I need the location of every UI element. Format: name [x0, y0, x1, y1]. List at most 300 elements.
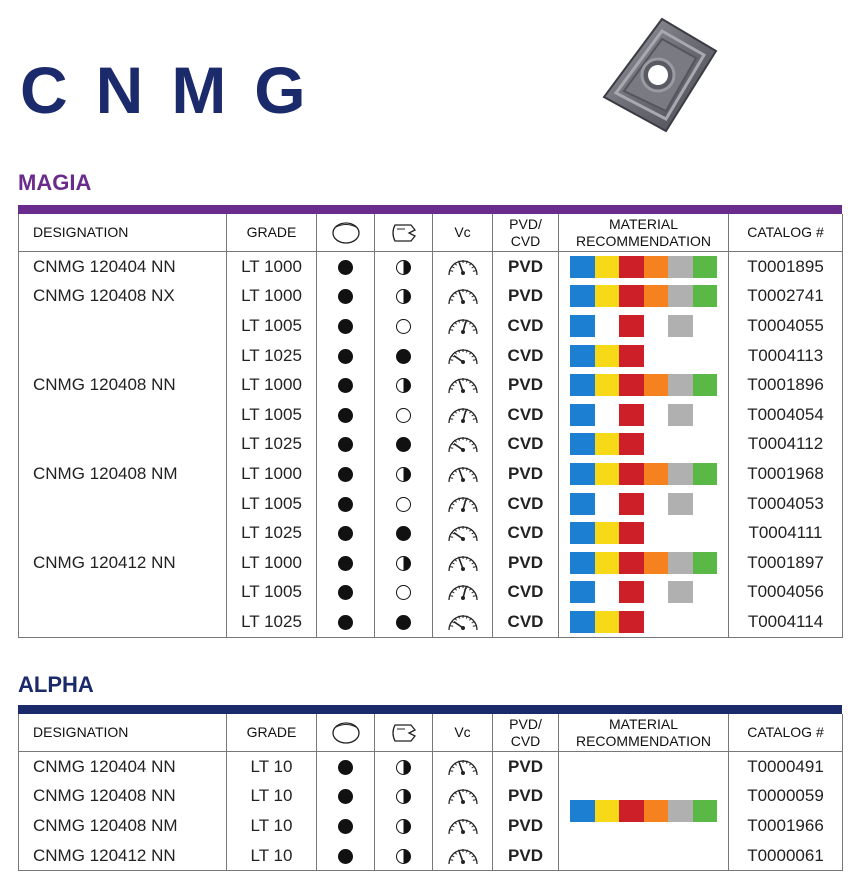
rating-dot-icon [338, 760, 353, 775]
section-bar-alpha [18, 705, 842, 714]
rating-dot-icon [338, 585, 353, 600]
rating-dot-icon [396, 349, 411, 364]
material-swatch [693, 800, 718, 822]
speed-gauge-icon [445, 815, 481, 834]
vc-gauge-cell [433, 578, 493, 608]
material-swatch [668, 552, 693, 574]
section-title-magia: MAGIA [18, 170, 92, 195]
vc-gauge-cell [433, 489, 493, 519]
header-catalog: CATALOG # [729, 214, 843, 252]
chipbreaker-rating-cell [375, 782, 433, 812]
material-swatch [570, 611, 595, 633]
table-header-row [19, 214, 843, 252]
material-swatch [619, 581, 644, 603]
material-swatch [644, 522, 669, 544]
material-swatch [570, 345, 595, 367]
material-swatch [693, 374, 718, 396]
material-swatch [570, 522, 595, 544]
catalog-cell: T0001895 [729, 252, 843, 282]
header-material-line2: RECOMMENDATION [575, 732, 712, 749]
page-title: CNMG [20, 53, 334, 127]
coating-cell: PVD [493, 252, 559, 282]
material-swatch [693, 493, 718, 515]
speed-gauge-icon [445, 345, 481, 364]
catalog-cell: T0004055 [729, 311, 843, 341]
header-vc [433, 214, 493, 252]
chipbreaker-rating-cell [375, 841, 433, 871]
material-cell [559, 548, 729, 578]
round-insert-rating-cell [317, 578, 375, 608]
speed-gauge-icon [445, 552, 481, 571]
header-catalog: CATALOG # [729, 714, 843, 752]
rating-dot-icon [338, 526, 353, 541]
coating-cell: PVD [493, 841, 559, 871]
speed-gauge-icon [445, 375, 481, 394]
material-swatch [693, 404, 718, 426]
material-swatch [619, 433, 644, 455]
header-coating-line1: PVD/ [509, 715, 542, 732]
vc-gauge-cell [433, 607, 493, 637]
designation-cell: CNMG 120408 NN [19, 782, 227, 812]
rating-dot-icon [396, 378, 411, 393]
rating-dot-icon [396, 526, 411, 541]
grade-cell: LT 1005 [227, 489, 317, 519]
material-swatch [668, 404, 693, 426]
speed-gauge-icon [445, 523, 481, 542]
material-cell [559, 607, 729, 637]
table-row [19, 752, 843, 782]
designation-cell: CNMG 120408 NN [19, 370, 227, 400]
material-swatch [619, 493, 644, 515]
material-swatch [619, 552, 644, 574]
rating-dot-icon [396, 556, 411, 571]
table-row [19, 311, 843, 341]
material-swatch [595, 345, 620, 367]
material-swatch [619, 800, 644, 822]
rating-dot-icon [396, 437, 411, 452]
rating-dot-icon [338, 615, 353, 630]
material-recommendation-strip [570, 345, 717, 367]
table-row [19, 400, 843, 430]
material-swatch [644, 404, 669, 426]
chipbreaker-rating-cell [375, 282, 433, 312]
grade-cell: LT 1000 [227, 548, 317, 578]
designation-cell: CNMG 120412 NN [19, 548, 227, 578]
material-swatch [595, 522, 620, 544]
material-swatch [595, 552, 620, 574]
material-recommendation-strip [570, 285, 717, 307]
material-swatch [693, 522, 718, 544]
catalog-cell: T0001897 [729, 548, 843, 578]
catalog-cell: T0000061 [729, 841, 843, 871]
material-cell [559, 489, 729, 519]
coating-cell: CVD [493, 578, 559, 608]
speed-gauge-icon [445, 256, 481, 275]
header-material [559, 714, 729, 752]
catalog-cell: T0004112 [729, 430, 843, 460]
coating-cell: PVD [493, 459, 559, 489]
material-swatch [644, 285, 669, 307]
header-round-insert-icon [317, 214, 375, 252]
table-row [19, 518, 843, 548]
rating-dot-icon [338, 289, 353, 304]
rating-dot-icon [338, 849, 353, 864]
chipbreaker-rating-cell [375, 370, 433, 400]
vc-gauge-cell [433, 518, 493, 548]
table-row [19, 607, 843, 637]
speed-gauge-icon [445, 786, 481, 805]
material-swatch [619, 315, 644, 337]
material-cell [559, 752, 729, 871]
section-bar-magia [18, 205, 842, 214]
material-swatch [619, 404, 644, 426]
chipbreaker-rating-cell [375, 752, 433, 782]
table-header-row [19, 714, 843, 752]
material-swatch [693, 611, 718, 633]
grade-cell: LT 1000 [227, 459, 317, 489]
material-swatch [668, 256, 693, 278]
rating-dot-icon [396, 849, 411, 864]
grade-cell: LT 10 [227, 782, 317, 812]
vc-gauge-cell [433, 311, 493, 341]
material-recommendation-strip [570, 552, 717, 574]
round-insert-rating-cell [317, 311, 375, 341]
header-coating [493, 714, 559, 752]
material-cell [559, 400, 729, 430]
header-coating-line2: CVD [510, 732, 541, 749]
material-swatch [693, 315, 718, 337]
round-insert-rating-cell [317, 400, 375, 430]
material-swatch [570, 463, 595, 485]
material-recommendation-strip [570, 315, 717, 337]
rating-dot-icon [338, 467, 353, 482]
grade-cell: LT 10 [227, 811, 317, 841]
catalog-cell: T0001896 [729, 370, 843, 400]
material-cell [559, 311, 729, 341]
material-swatch [668, 285, 693, 307]
header-grade: GRADE [227, 214, 317, 252]
header-material-line1: MATERIAL [609, 715, 678, 732]
coating-cell: PVD [493, 282, 559, 312]
header-coating [493, 214, 559, 252]
material-swatch [668, 315, 693, 337]
rating-dot-icon [338, 378, 353, 393]
material-recommendation-strip [570, 256, 717, 278]
round-insert-rating-cell [317, 282, 375, 312]
coating-cell: PVD [493, 548, 559, 578]
header-grade: GRADE [227, 714, 317, 752]
round-insert-rating-cell [317, 518, 375, 548]
material-swatch [668, 522, 693, 544]
material-swatch [644, 345, 669, 367]
material-recommendation-strip [570, 374, 717, 396]
speed-gauge-icon [445, 756, 481, 775]
material-swatch [595, 800, 620, 822]
grade-cell: LT 1025 [227, 341, 317, 371]
catalog-cell: T0000491 [729, 752, 843, 782]
rating-dot-icon [396, 615, 411, 630]
vc-gauge-cell [433, 370, 493, 400]
vc-gauge-cell [433, 782, 493, 812]
header-round-insert-icon [317, 714, 375, 752]
material-recommendation-strip [570, 404, 717, 426]
material-swatch [595, 611, 620, 633]
material-swatch [570, 256, 595, 278]
chipbreaker-rating-cell [375, 400, 433, 430]
round-insert-rating-cell [317, 782, 375, 812]
chipbreaker-rating-cell [375, 548, 433, 578]
vc-gauge-cell [433, 548, 493, 578]
table-row [19, 282, 843, 312]
designation-cell [19, 489, 227, 519]
table-row [19, 548, 843, 578]
material-swatch [668, 433, 693, 455]
designation-cell: CNMG 120408 NM [19, 459, 227, 489]
material-swatch [595, 463, 620, 485]
material-swatch [595, 404, 620, 426]
rating-dot-icon [338, 819, 353, 834]
coating-cell: PVD [493, 811, 559, 841]
material-swatch [570, 404, 595, 426]
material-swatch [570, 374, 595, 396]
grade-cell: LT 1000 [227, 370, 317, 400]
table-row [19, 489, 843, 519]
designation-cell [19, 578, 227, 608]
round-insert-rating-cell [317, 752, 375, 782]
designation-cell: CNMG 120408 NX [19, 282, 227, 312]
coating-cell: CVD [493, 430, 559, 460]
material-swatch [570, 315, 595, 337]
material-swatch [644, 433, 669, 455]
material-cell [559, 282, 729, 312]
material-swatch [644, 800, 669, 822]
material-swatch [668, 800, 693, 822]
round-insert-rating-cell [317, 489, 375, 519]
table-row [19, 341, 843, 371]
designation-cell [19, 341, 227, 371]
coating-cell: PVD [493, 370, 559, 400]
vc-gauge-cell [433, 400, 493, 430]
material-swatch [693, 581, 718, 603]
rating-dot-icon [396, 319, 411, 334]
material-swatch [693, 552, 718, 574]
vc-gauge-cell [433, 811, 493, 841]
catalog-cell: T0004056 [729, 578, 843, 608]
grade-cell: LT 10 [227, 752, 317, 782]
material-swatch [644, 611, 669, 633]
header-material-line2: RECOMMENDATION [575, 232, 712, 249]
material-swatch [668, 581, 693, 603]
catalog-cell: T0000059 [729, 782, 843, 812]
header-designation: DESIGNATION [19, 214, 227, 252]
material-swatch [619, 345, 644, 367]
table-row [19, 370, 843, 400]
vc-gauge-cell [433, 341, 493, 371]
material-swatch [595, 374, 620, 396]
catalog-cell: T0001966 [729, 811, 843, 841]
material-swatch [619, 374, 644, 396]
material-swatch [619, 285, 644, 307]
designation-cell [19, 430, 227, 460]
material-cell [559, 430, 729, 460]
catalog-cell: T0004114 [729, 607, 843, 637]
designation-cell [19, 518, 227, 548]
round-insert-rating-cell [317, 459, 375, 489]
table-row [19, 430, 843, 460]
material-cell [559, 459, 729, 489]
material-swatch [570, 552, 595, 574]
material-swatch [595, 433, 620, 455]
vc-gauge-cell [433, 430, 493, 460]
grade-cell: LT 1005 [227, 400, 317, 430]
header-chipbreaker-insert-icon [375, 214, 433, 252]
material-swatch [693, 285, 718, 307]
chipbreaker-rating-cell [375, 578, 433, 608]
rating-dot-icon [396, 408, 411, 423]
material-swatch [644, 256, 669, 278]
material-recommendation-strip [570, 433, 717, 455]
chipbreaker-rating-cell [375, 252, 433, 282]
rating-dot-icon [338, 789, 353, 804]
material-swatch [644, 493, 669, 515]
coating-cell: CVD [493, 489, 559, 519]
material-swatch [595, 581, 620, 603]
round-insert-rating-cell [317, 252, 375, 282]
material-swatch [570, 285, 595, 307]
round-insert-rating-cell [317, 811, 375, 841]
vc-gauge-cell [433, 282, 493, 312]
material-swatch [668, 374, 693, 396]
designation-cell: CNMG 120412 NN [19, 841, 227, 871]
round-insert-rating-cell [317, 430, 375, 460]
material-recommendation-strip [570, 522, 717, 544]
rating-dot-icon [396, 585, 411, 600]
table-row [19, 252, 843, 282]
material-swatch [619, 463, 644, 485]
speed-gauge-icon [445, 845, 481, 864]
chipbreaker-rating-cell [375, 311, 433, 341]
grade-cell: LT 1025 [227, 518, 317, 548]
material-recommendation-strip [570, 581, 717, 603]
vc-gauge-cell [433, 252, 493, 282]
catalog-cell: T0004111 [729, 518, 843, 548]
vc-gauge-cell [433, 459, 493, 489]
material-swatch [693, 256, 718, 278]
material-swatch [595, 285, 620, 307]
rating-dot-icon [396, 760, 411, 775]
material-cell [559, 341, 729, 371]
material-swatch [668, 611, 693, 633]
grade-cell: LT 1005 [227, 311, 317, 341]
table-row [19, 459, 843, 489]
material-swatch [644, 374, 669, 396]
material-swatch [644, 463, 669, 485]
material-swatch [668, 463, 693, 485]
material-swatch [668, 493, 693, 515]
chipbreaker-rating-cell [375, 489, 433, 519]
chipbreaker-rating-cell [375, 518, 433, 548]
rating-dot-icon [396, 819, 411, 834]
material-swatch [570, 581, 595, 603]
designation-cell: CNMG 120404 NN [19, 752, 227, 782]
rating-dot-icon [338, 260, 353, 275]
material-swatch [570, 800, 595, 822]
chipbreaker-rating-cell [375, 811, 433, 841]
material-cell [559, 370, 729, 400]
material-swatch [570, 493, 595, 515]
speed-gauge-icon [445, 404, 481, 423]
designation-cell: CNMG 120408 NM [19, 811, 227, 841]
coating-cell: CVD [493, 518, 559, 548]
grade-cell: LT 1025 [227, 607, 317, 637]
alpha-table [18, 714, 843, 871]
material-swatch [619, 611, 644, 633]
rating-dot-icon [396, 467, 411, 482]
header-material-line1: MATERIAL [609, 215, 678, 232]
chipbreaker-rating-cell [375, 341, 433, 371]
rating-dot-icon [396, 260, 411, 275]
grade-cell: LT 1000 [227, 282, 317, 312]
material-recommendation-strip [570, 611, 717, 633]
magia-table [18, 214, 843, 638]
table-row [19, 578, 843, 608]
material-swatch [644, 315, 669, 337]
material-swatch [693, 463, 718, 485]
catalog-cell: T0001968 [729, 459, 843, 489]
catalog-cell: T0004054 [729, 400, 843, 430]
designation-cell [19, 311, 227, 341]
header-chipbreaker-insert-icon [375, 714, 433, 752]
speed-gauge-icon [445, 315, 481, 334]
header-coating-line1: PVD/ [509, 215, 542, 232]
rating-dot-icon [338, 556, 353, 571]
designation-cell [19, 607, 227, 637]
round-insert-rating-cell [317, 370, 375, 400]
section-title-alpha: ALPHA [18, 672, 94, 697]
round-insert-rating-cell [317, 841, 375, 871]
material-swatch [644, 581, 669, 603]
material-swatch [644, 552, 669, 574]
material-swatch [668, 345, 693, 367]
cnmg-insert-image [600, 15, 720, 135]
chipbreaker-rating-cell [375, 459, 433, 489]
speed-gauge-icon [445, 493, 481, 512]
grade-cell: LT 1005 [227, 578, 317, 608]
designation-cell: CNMG 120404 NN [19, 252, 227, 282]
material-cell [559, 252, 729, 282]
grade-cell: LT 10 [227, 841, 317, 871]
material-swatch [595, 256, 620, 278]
catalog-cell: T0004113 [729, 341, 843, 371]
vc-gauge-cell [433, 841, 493, 871]
speed-gauge-icon [445, 582, 481, 601]
round-insert-rating-cell [317, 607, 375, 637]
header-vc-label: Vc [454, 724, 471, 740]
speed-gauge-icon [445, 434, 481, 453]
rating-dot-icon [338, 349, 353, 364]
header-vc-label: Vc [454, 224, 471, 240]
rating-dot-icon [338, 319, 353, 334]
grade-cell: LT 1025 [227, 430, 317, 460]
speed-gauge-icon [445, 463, 481, 482]
coating-cell: CVD [493, 311, 559, 341]
coating-cell: CVD [493, 341, 559, 371]
designation-cell [19, 400, 227, 430]
header-vc [433, 714, 493, 752]
rating-dot-icon [338, 408, 353, 423]
material-swatch [595, 315, 620, 337]
catalog-cell: T0002741 [729, 282, 843, 312]
